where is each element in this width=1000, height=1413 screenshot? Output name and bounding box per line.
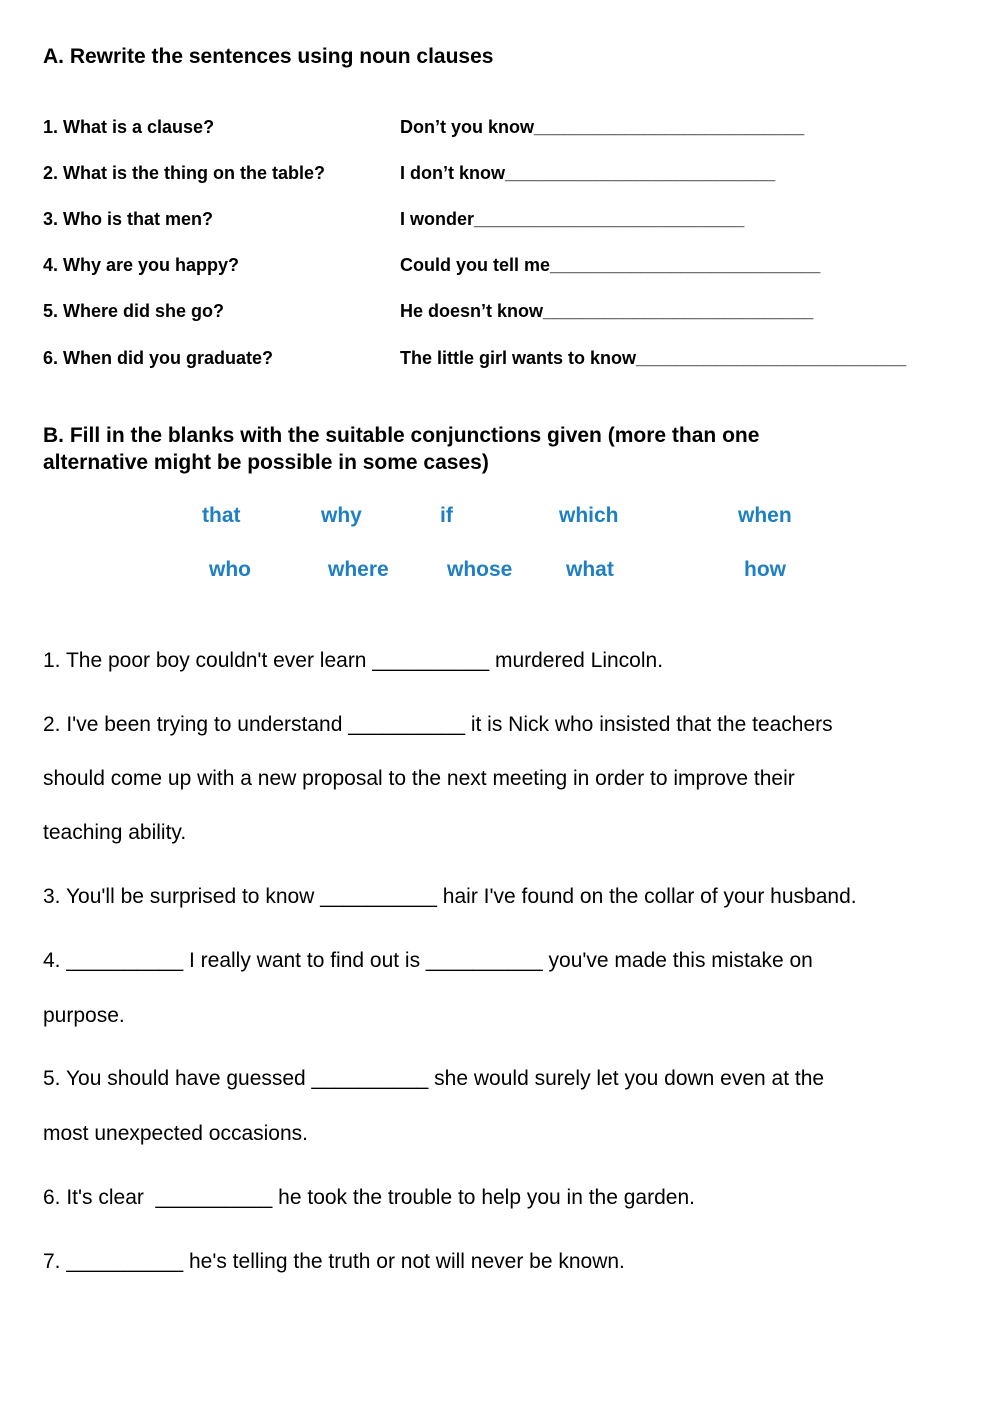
question-2: 2. What is the thing on the table? [43, 163, 325, 183]
word-bank-item: who [209, 558, 251, 581]
sentence-6[interactable]: 6. It's clear __________ he took the trouble to help you in the garden. [43, 1186, 695, 1209]
answer-prompt-5[interactable]: He doesn’t know___________________________ [400, 301, 814, 321]
answer-prompt-2[interactable]: I don’t know___________________________ [400, 163, 776, 183]
sentence-2-line-2: should come up with a new proposal to the next meeting in order to improve their [43, 767, 795, 790]
sentence-5-line-2: most unexpected occasions. [43, 1122, 308, 1145]
sentence-2[interactable]: 2. I've been trying to understand __________ it is Nick who insisted that the teachers [43, 713, 833, 736]
word-bank-item: where [328, 558, 389, 581]
sentence-3[interactable]: 3. You'll be surprised to know __________ hair I've found on the collar of your husband. [43, 885, 857, 908]
answer-prompt-1[interactable]: Don’t you know___________________________ [400, 117, 805, 137]
word-bank-item: that [202, 504, 241, 527]
sentence-4-line-2: purpose. [43, 1004, 125, 1027]
section-b-heading-line1: B. Fill in the blanks with the suitable conjunctions given (more than one [43, 424, 760, 447]
question-1: 1. What is a clause? [43, 117, 215, 137]
section-b-heading-line2: alternative might be possible in some cases) [43, 451, 489, 474]
word-bank-item: what [566, 558, 614, 581]
section-a-heading: A. Rewrite the sentences using noun clauses [43, 45, 494, 68]
sentence-1[interactable]: 1. The poor boy couldn't ever learn __________ murdered Lincoln. [43, 649, 664, 672]
word-bank-item: how [744, 558, 786, 581]
answer-prompt-3[interactable]: I wonder___________________________ [400, 209, 745, 229]
question-4: 4. Why are you happy? [43, 255, 240, 275]
word-bank-item: if [440, 504, 453, 527]
sentence-4[interactable]: 4. __________ I really want to find out is __________ you've made this mistake on [43, 949, 813, 972]
sentence-5[interactable]: 5. You should have guessed __________ she would surely let you down even at the [43, 1067, 825, 1090]
word-bank-item: which [559, 504, 619, 527]
answer-prompt-4[interactable]: Could you tell me___________________________ [400, 255, 821, 275]
answer-prompt-6[interactable]: The little girl wants to know___________________________ [400, 348, 907, 368]
question-3: 3. Who is that men? [43, 209, 214, 229]
sentence-7[interactable]: 7. __________ he's telling the truth or not will never be known. [43, 1250, 625, 1273]
question-5: 5. Where did she go? [43, 301, 225, 321]
sentence-2-line-3: teaching ability. [43, 821, 187, 844]
word-bank-item: whose [447, 558, 513, 581]
word-bank-item: why [321, 504, 362, 527]
question-6: 6. When did you graduate? [43, 348, 274, 368]
word-bank-item: when [738, 504, 792, 527]
